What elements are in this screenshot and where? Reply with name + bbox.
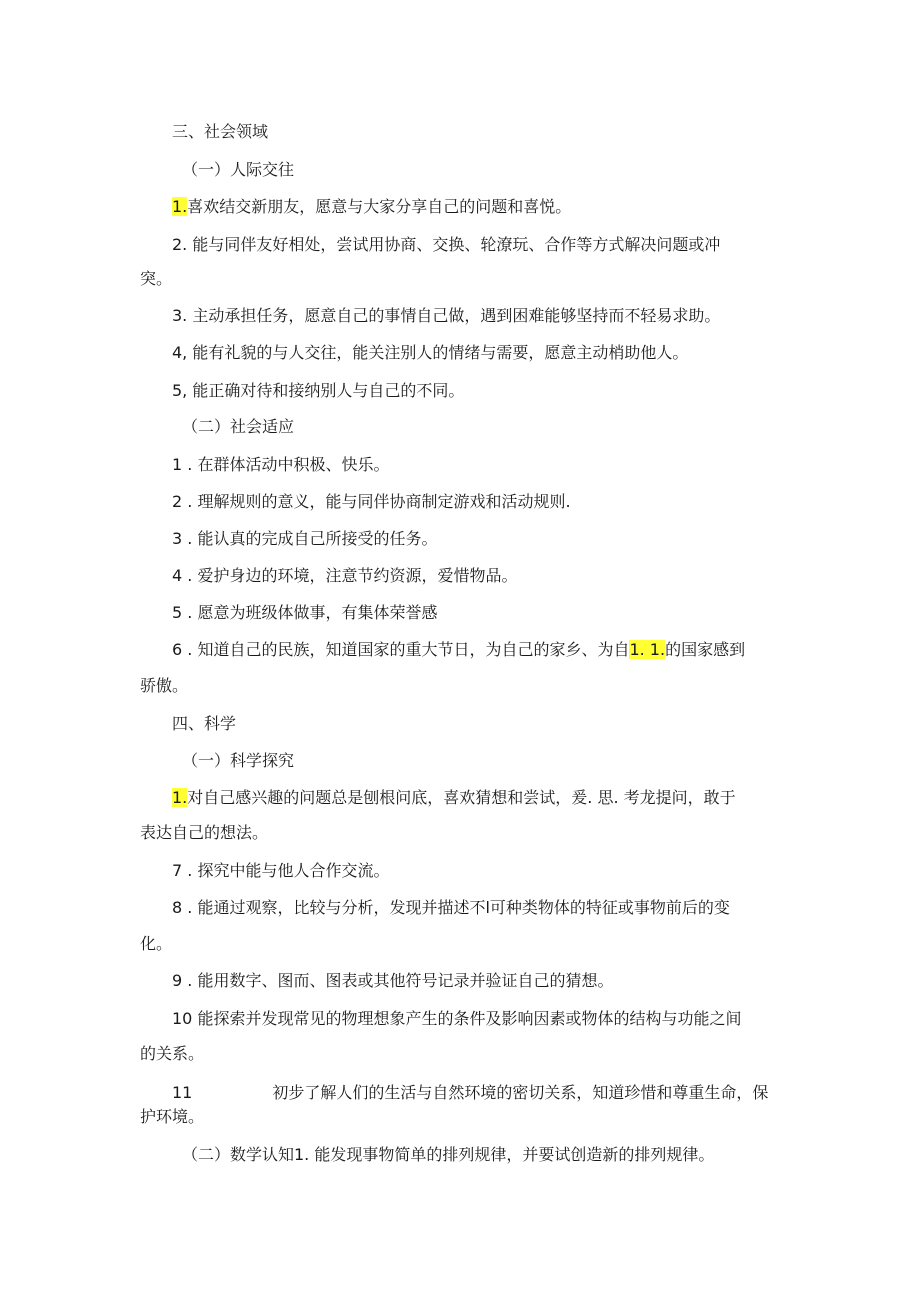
list-item: 3 . 能认真的完成自己所接受的任务。 xyxy=(172,529,438,548)
list-item-continuation: 骄傲。 xyxy=(140,676,189,695)
list-item: 3. 主动承担任务，愿意自己的事情自己做，遇到困难能够坚持而不轻易求助。 xyxy=(172,306,721,325)
list-item-continuation: 的关系。 xyxy=(140,1044,205,1063)
list-item: 1.对自己感兴趣的问题总是刨根问底，喜欢猜想和尝试，爰. 思. 考龙提问，敢于 xyxy=(172,788,736,807)
section-heading-social: 三、社会领域 xyxy=(172,122,269,141)
list-item: 2 . 理解规则的意义，能与同伴协商制定游戏和活动规则. xyxy=(172,492,571,511)
list-item: 1 . 在群体活动中积极、快乐。 xyxy=(172,455,390,474)
subsection-heading-science-inquiry: （一）科学探究 xyxy=(182,751,295,770)
list-item: 11 初步了解人们的生活与自然环境的密切关系，知道珍惜和尊重生命，保 xyxy=(172,1083,769,1102)
list-item: 8 . 能通过观察，比较与分析，发现并描述不l可种类物体的特征或事物前后的变 xyxy=(172,898,730,917)
list-item: 4, 能有礼貌的与人交往，能关注别人的情绪与需要，愿意主动梢助他人。 xyxy=(172,343,689,362)
list-item: 1.喜欢结交新朋友，愿意与大家分享自己的问题和喜悦。 xyxy=(172,197,572,216)
subsection-heading-social-adaptation: （二）社会适应 xyxy=(182,417,295,436)
list-item: 4 . 爱护身边的环境，注意节约资源，爱惜物品。 xyxy=(172,566,518,585)
highlight-mark: 1. xyxy=(172,197,188,216)
list-item: 10 能探索并发现常见的物理想象产生的条件及影响因素或物体的结构与功能之间 xyxy=(172,1009,742,1028)
list-item-continuation: 化。 xyxy=(140,934,173,953)
list-item: 5, 能正确对待和接纳别人与自己的不同。 xyxy=(172,381,465,400)
highlight-mark: 1. 1. xyxy=(629,640,666,659)
list-item-continuation: 突。 xyxy=(140,269,173,288)
list-item: 6 . 知道自己的民族，知道国家的重大节日，为自己的家乡、为自1. 1.的国家感到 xyxy=(172,640,746,659)
subsection-heading-interpersonal: （一）人际交往 xyxy=(182,160,295,179)
section-heading-science: 四、科学 xyxy=(172,714,237,733)
list-item: 5 . 愿意为班级体做事，有集体荣誉感 xyxy=(172,603,438,622)
list-item: 9 . 能用数字、图而、图表或其他符号记录并验证自己的猜想。 xyxy=(172,971,614,990)
list-item: 7 . 探究中能与他人合作交流。 xyxy=(172,861,390,880)
subsection-heading-math: （二）数学认知1. 能发现事物简单的排列规律，并要试创造新的排列规律。 xyxy=(182,1145,715,1164)
highlight-mark: 1. xyxy=(172,788,188,807)
list-item-continuation: 护环境。 xyxy=(140,1107,205,1126)
list-item-continuation: 表达自己的想法。 xyxy=(140,823,269,842)
list-item: 2. 能与同伴友好相处，尝试用协商、交换、轮潦玩、合作等方式解决问题或冲 xyxy=(172,235,721,254)
